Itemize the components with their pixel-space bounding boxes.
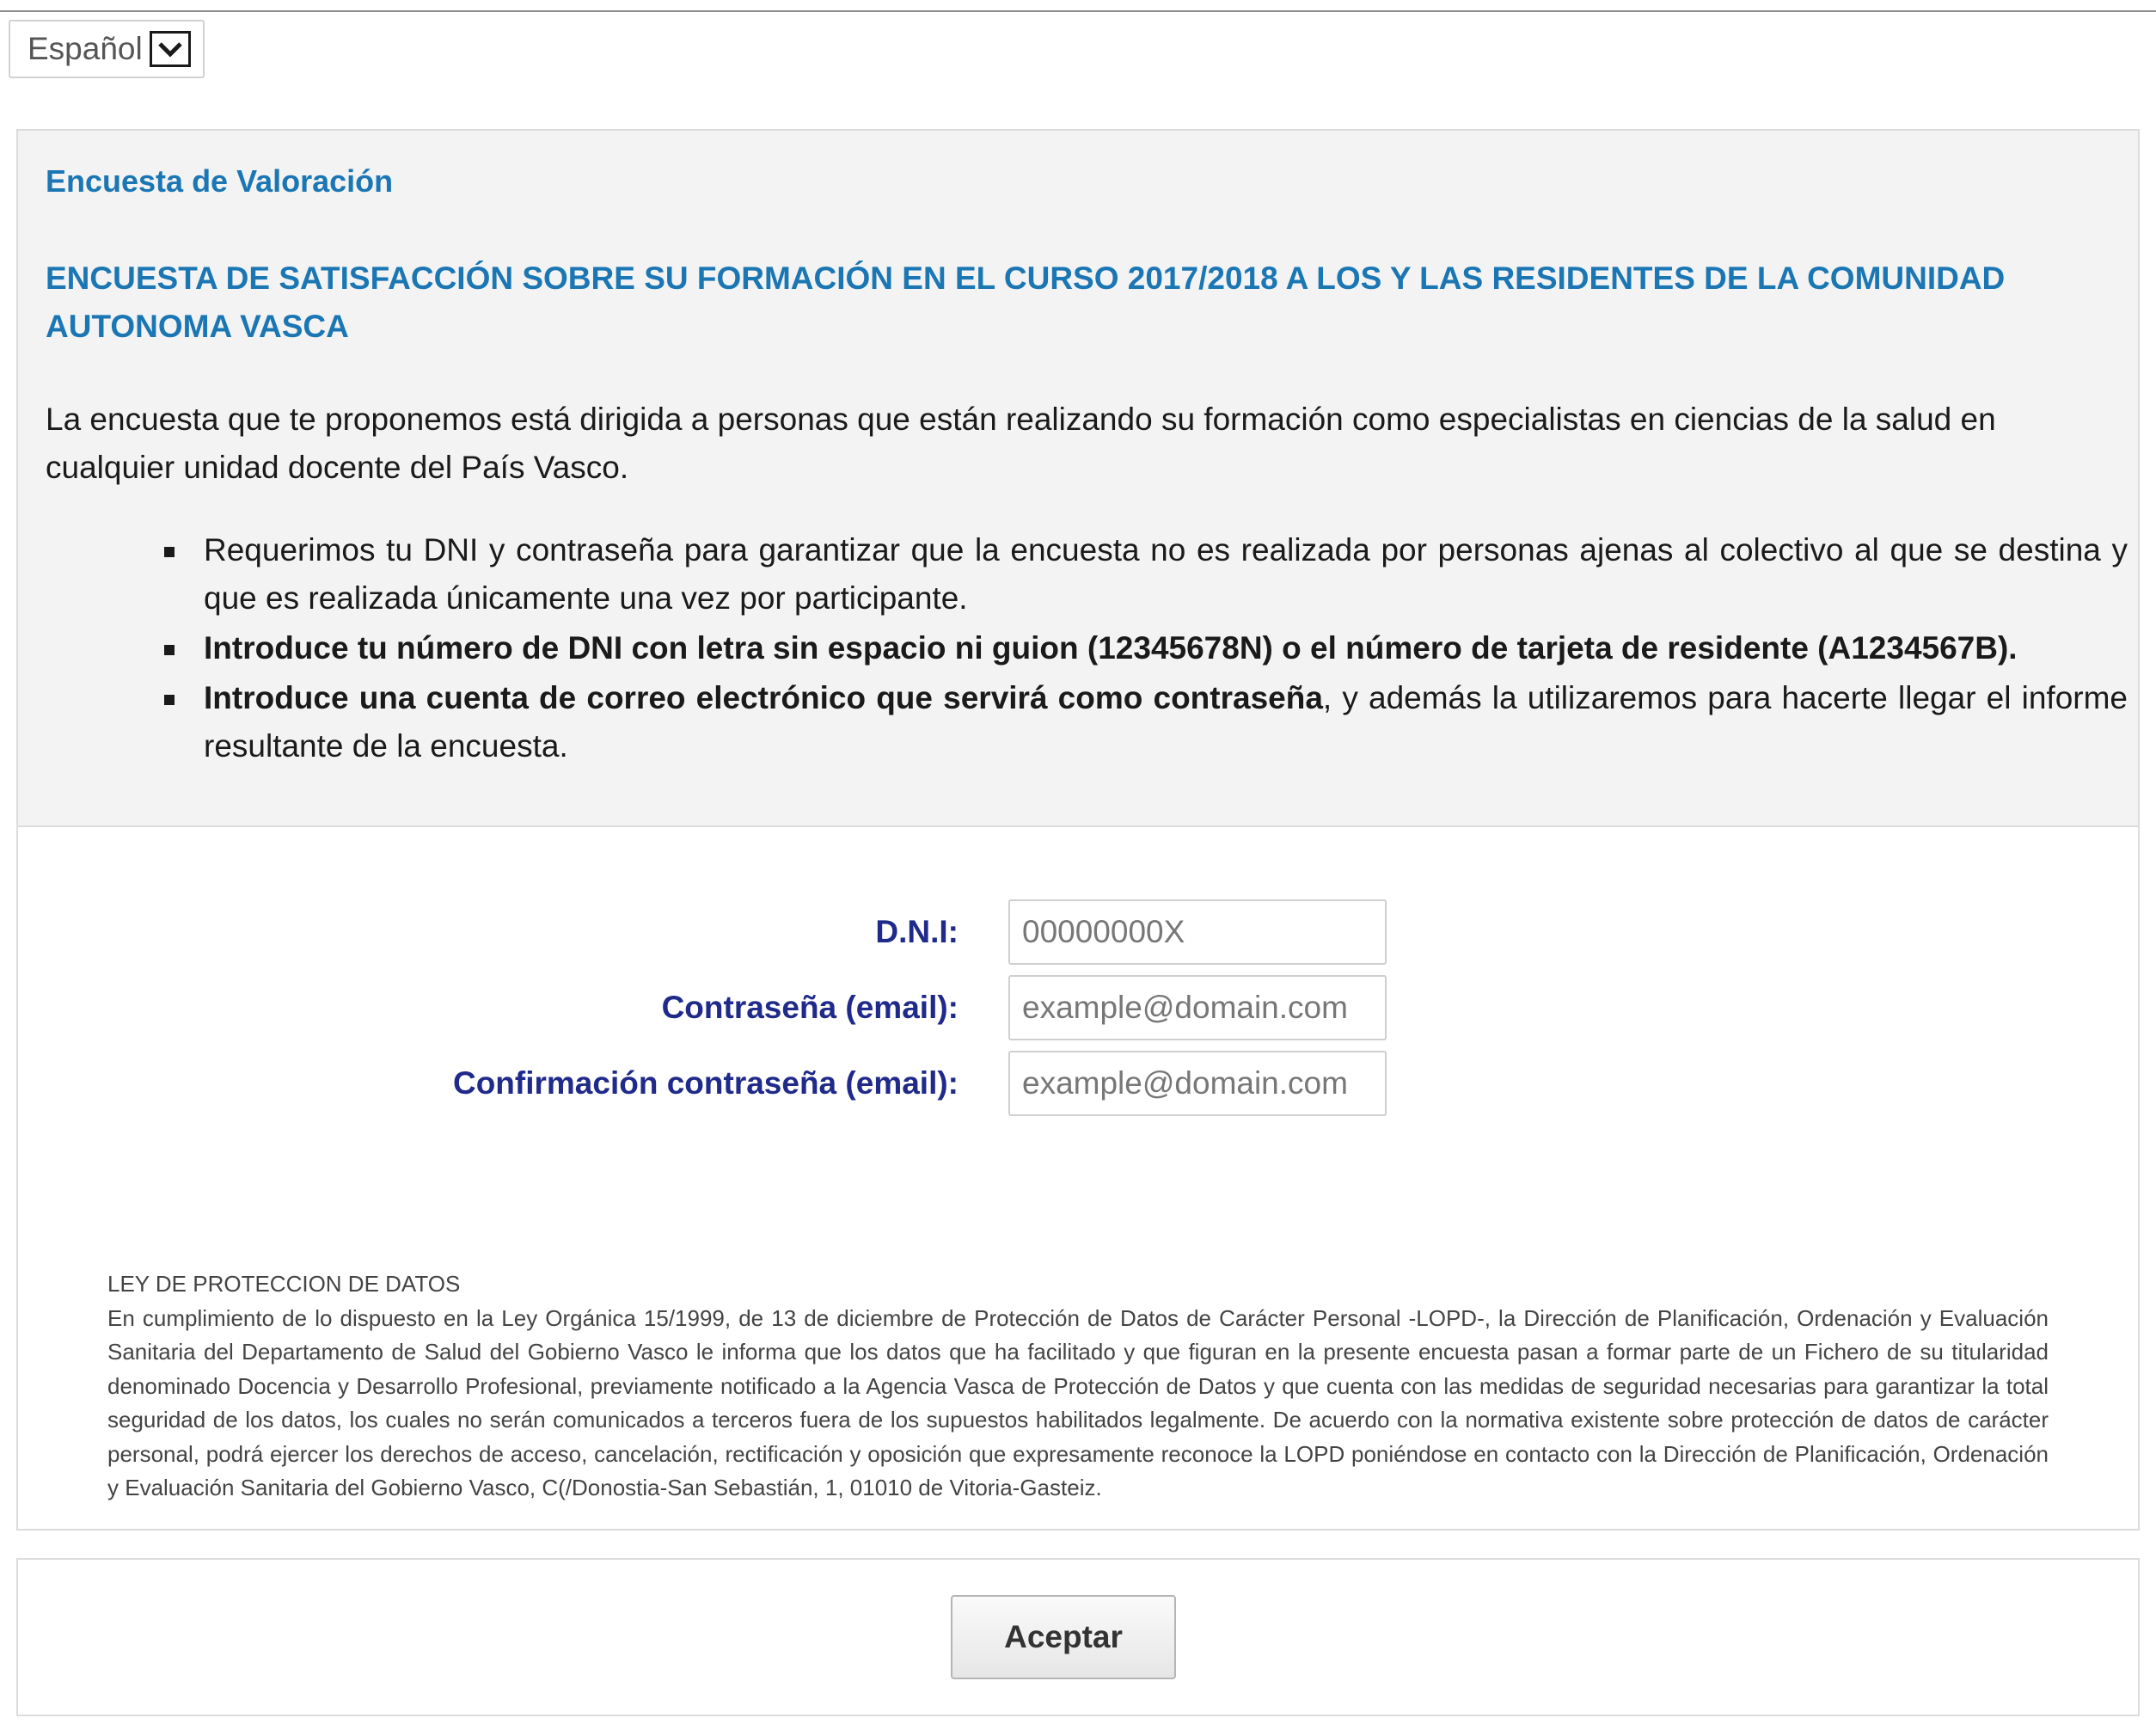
- language-select[interactable]: [9, 20, 205, 78]
- instruction-email-text: , y además la utilizaremos para hacerte llegar el informe resultante de la encuesta.: [204, 680, 2128, 764]
- dni-input[interactable]: [1008, 899, 1387, 965]
- password-confirm-email-input[interactable]: [1008, 1051, 1387, 1116]
- instructions-list: [150, 526, 2128, 772]
- password-label: Contraseña (email):: [661, 990, 959, 1025]
- instruction-item: [150, 526, 2128, 623]
- privacy-text: En cumplimiento de lo dispuesto en la Ley Orgánica 15/1999, de 13 de diciembre de Protección de Datos de Carácter Personal -LOPD-, la Dirección de Planificación, Ordenación y Evaluación Sanitaria del Departamento de Salud del Gobierno Vasco le informa que los datos que ha facilitado y que figuran en la presente encuesta pasan a formar parte de un Fichero de su titularidad denominado Docencia y Desarrollo Profesional, previamente notificado a la Agencia Vasca de Protección de Datos y que cuenta con las medidas de seguridad necesarias para garantizar la total seguridad de los datos, los cuales no serán comunicados a terceros fuera de los supuestos habilitados legalmente. De acuerdo con la normativa existente sobre protección de datos de carácter personal, podrá ejercer los derechos de acceso, cancelación, rectificación y oposición que expresamente reconoce la LOPD poniéndose en contacto con la Dirección de Planificación, Ordenación y Evaluación Sanitaria del Gobierno Vasco, C(/Donostia-San Sebastián, 1, 01010 de Vitoria-Gasteiz.: [107, 1304, 2049, 1500]
- survey-heading: ENCUESTA DE SATISFACCIÓN SOBRE SU FORMACIÓN EN EL CURSO 2017/2018 A LOS Y LAS RESIDENTES DE LA COMUNIDAD AUTONOMA VASCA: [46, 261, 2006, 344]
- password-confirm-row: [18, 1051, 2141, 1116]
- privacy-notice: [107, 1267, 2049, 1506]
- section-title: Encuesta de Valoración: [46, 163, 394, 199]
- top-divider: [0, 10, 2156, 12]
- dni-label: D.N.I:: [875, 914, 959, 949]
- instruction-email-bold-text: Introduce una cuenta de correo electrónico que servirá como contraseña: [204, 680, 1323, 715]
- chevron-down-icon[interactable]: [150, 31, 191, 67]
- password-row: [18, 975, 2141, 1040]
- instruction-dni-format-text: Introduce tu número de DNI con letra sin espacio ni guion (12345678N) o el número de tarjeta de residente (A1234567B).: [204, 630, 2018, 666]
- privacy-title: LEY DE PROTECCION DE DATOS: [107, 1271, 461, 1297]
- intro-description: La encuesta que te proponemos está dirigida a personas que están realizando su formación como especialistas en ciencias de la salud en cualquier unidad docente del País Vasco.: [46, 402, 1996, 485]
- accept-button[interactable]: Aceptar: [951, 1595, 1176, 1679]
- password-email-input[interactable]: [1008, 975, 1387, 1040]
- language-select-value: Español: [28, 31, 143, 66]
- instruction-dni-password-text: Requerimos tu DNI y contraseña para garantizar que la encuesta no es realizada por personas ajenas al colectivo al que se destina y que es realizada únicamente una vez por participante.: [204, 532, 2128, 616]
- dni-row: [18, 899, 2141, 965]
- instruction-item: [150, 674, 2128, 770]
- login-form-panel: [16, 825, 2140, 1531]
- instruction-item: [150, 624, 2128, 672]
- action-panel: [16, 1558, 2140, 1716]
- password-confirm-label: Confirmación contraseña (email):: [452, 1065, 959, 1101]
- intro-panel: [16, 129, 2140, 827]
